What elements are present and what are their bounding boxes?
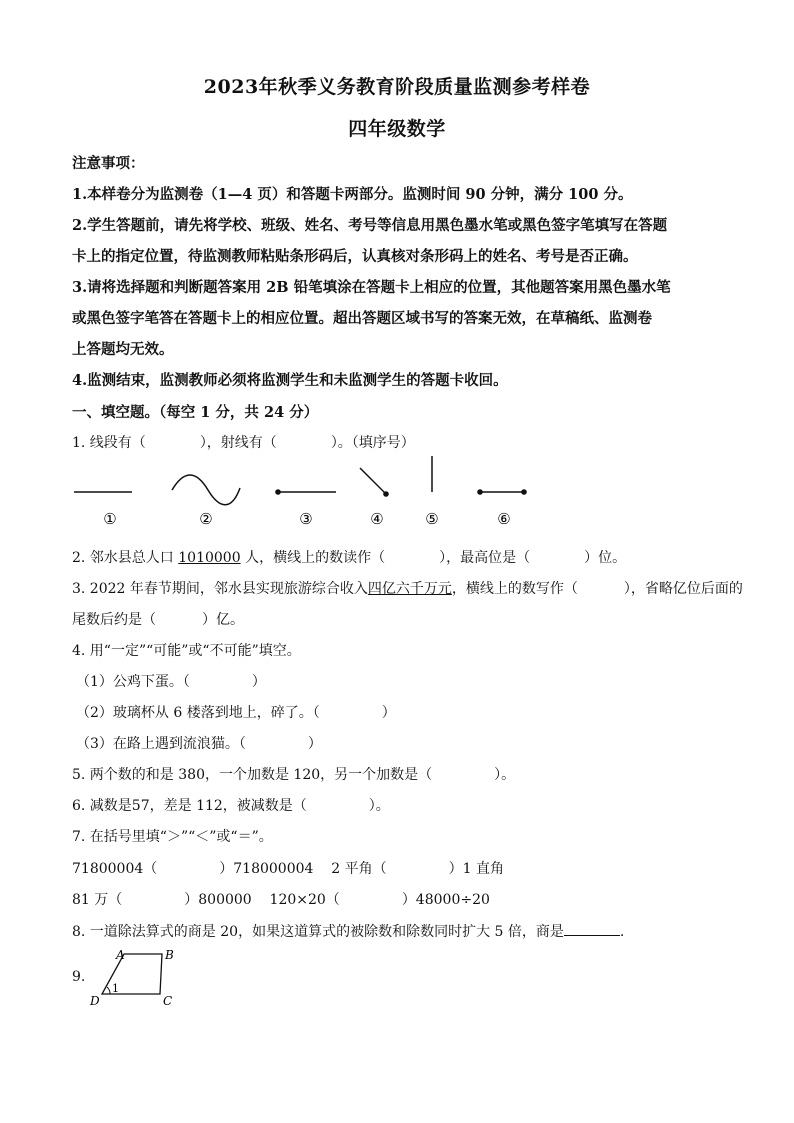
q1-figure xyxy=(60,452,540,534)
exam-subtitle: 四年级数学 xyxy=(348,118,446,140)
notice-heading: 注意事项： xyxy=(72,155,145,172)
vertex-label-a: A xyxy=(116,948,125,962)
figure-label-4: ④ xyxy=(370,510,384,528)
vertex-label-b: B xyxy=(165,948,174,962)
figure-label-1: ① xyxy=(103,510,117,528)
notice-item-2: 2.学生答题前，请先将学校、班级、姓名、考号等信息用黑色墨水笔或黑色签字笔填写在答题 xyxy=(72,217,668,234)
figure-label-2: ② xyxy=(199,510,213,528)
question-6: 6. 减数是57，差是 112，被减数是（ ）。 xyxy=(72,798,390,814)
question-7: 7. 在括号里填“＞”“＜”或“＝”。 xyxy=(72,829,273,845)
question-3: 3. 2022 年春节期间，邻水县实现旅游综合收入四亿六千万元，横线上的数写作（ ），省略亿位后面的 xyxy=(72,581,743,597)
question-1: 1. 线段有（ ），射线有（ ）。（填序号） xyxy=(72,435,415,451)
answer-blank[interactable] xyxy=(564,923,620,936)
figure-endpoint xyxy=(521,489,527,495)
notice-item-3-cont: 或黑色签字笔答在答题卡上的相应位置。超出答题区域书写的答案无效，在草稿纸、监测卷 xyxy=(72,310,652,327)
notice-item-4: 4.监测结束，监测教师必须将监测学生和未监测学生的答题卡收回。 xyxy=(72,372,508,389)
figure-label-6: ⑥ xyxy=(497,510,511,528)
vertex-label-c: C xyxy=(163,994,173,1008)
exam-title: 2023年秋季义务教育阶段质量监测参考样卷 xyxy=(203,76,591,98)
figure-ray-slanted xyxy=(360,468,386,494)
section-1-heading: 一、填空题。（每空 1 分，共 24 分） xyxy=(72,404,319,421)
question-4-part-1: （1）公鸡下蛋。（ ） xyxy=(76,674,266,690)
notice-item-2-cont: 卡上的指定位置，待监测教师粘贴条形码后，认真核对条形码上的姓名、考号是否正确。 xyxy=(72,248,638,265)
notice-item-1: 1.本样卷分为监测卷（1—4 页）和答题卡两部分。监测时间 90 分钟，满分 100 分。 xyxy=(72,186,633,203)
trapezoid-shape xyxy=(102,954,162,994)
question-4: 4. 用“一定”“可能”或“不可能”填空。 xyxy=(72,643,301,659)
figure-label-3: ③ xyxy=(299,510,313,528)
question-5: 5. 两个数的和是 380，一个加数是 120，另一个加数是（ ）。 xyxy=(72,767,516,783)
question-7-row-1: 71800004（ ）718000004 2 平角（ ）1 直角 xyxy=(72,861,504,877)
q9-trapezoid-figure xyxy=(86,944,186,1008)
question-4-part-2: （2）玻璃杯从 6 楼落到地上，碎了。（ ） xyxy=(76,705,396,721)
angle-label-1: 1 xyxy=(112,982,119,995)
question-7-row-2: 81 万（ ）800000 120×20（ ）48000÷20 xyxy=(72,892,490,908)
question-8: 8. 一道除法算式的商是 20，如果这道算式的被除数和除数同时扩大 5 倍，商是 . xyxy=(72,924,625,940)
notice-item-3: 3.请将选择题和判断题答案用 2B 铅笔填涂在答题卡上相应的位置，其他题答案用黑色墨水笔 xyxy=(72,279,671,296)
question-9-number: 9. xyxy=(72,969,86,985)
vertex-label-d: D xyxy=(90,994,100,1008)
figure-endpoint xyxy=(383,491,389,497)
angle-arc xyxy=(107,987,110,994)
question-4-part-3: （3）在路上遇到流浪猫。（ ） xyxy=(76,736,322,752)
question-2: 2. 邻水县总人口 1010000 人，横线上的数读作（ ），最高位是（ ）位。 xyxy=(72,550,627,566)
question-3-cont: 尾数后约是（ ）亿。 xyxy=(72,612,244,628)
notice-item-3-cont2: 上答题均无效。 xyxy=(72,341,174,358)
figure-label-5: ⑤ xyxy=(425,510,439,528)
figure-curve xyxy=(172,475,240,505)
